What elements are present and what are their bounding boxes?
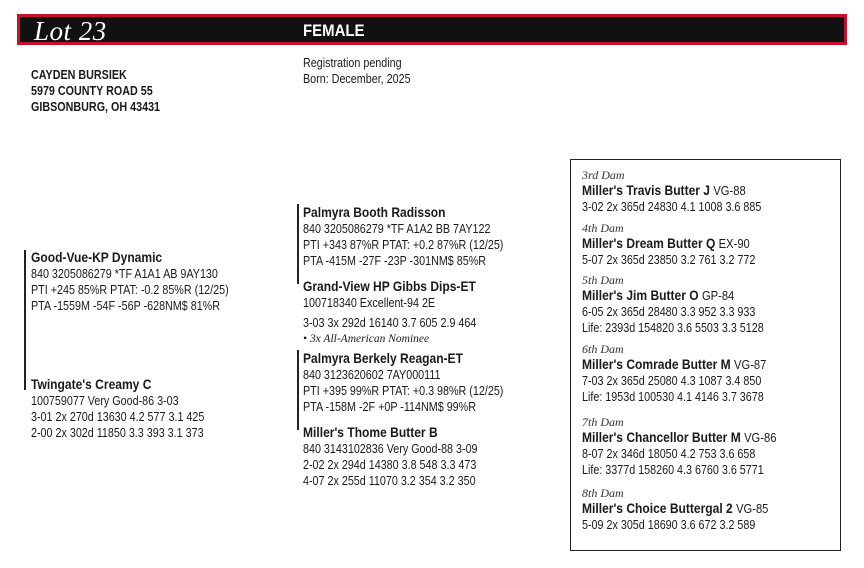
dam-id-line: 100759077 Very Good-86 3-03 [31,394,179,408]
dam-5th-record-1: 6-05 2x 365d 28480 3.3 952 3.3 933 [582,305,756,319]
dam-sire-pti-line: PTI +395 99%R PTAT: +0.3 98%R (12/25) [303,384,504,398]
dam-dam-id-line: 840 3143102836 Very Good-88 3-09 [303,442,478,456]
registration-block [303,55,428,87]
dam-record-2: 2-00 2x 302d 11850 3.3 393 3.1 373 [31,426,204,440]
sire-pti-line: PTI +245 85%R PTAT: -0.2 85%R (12/25) [31,283,229,297]
dam-dam-block [303,424,506,489]
dam-name: Twingate's Creamy C [31,376,152,392]
dam-sire-block [303,350,536,415]
dam-8th-block [582,486,799,533]
pedigree-bracket-sire-side [297,204,299,284]
registration-status: Registration pending [303,56,402,70]
dam-7th-block [582,415,808,478]
sire-name: Good-Vue-KP Dynamic [31,249,163,265]
dam-dam-record-2: 4-07 2x 255d 11070 3.2 354 3.2 350 [303,474,476,488]
sire-sire-id-line: 840 3205086279 *TF A1A2 BB 7AY122 [303,222,491,236]
dam-4th-record-1: 5-07 2x 365d 23850 3.2 761 3.2 772 [582,253,756,267]
dam-3rd-record-1: 3-02 2x 365d 24830 4.1 1008 3.6 885 [582,200,762,214]
birth-date: Born: December, 2025 [303,72,411,86]
sire-dam-id-line: 100718340 Excellent-94 2E [303,296,436,310]
sire-pta-line: PTA -1559M -54F -56P -628NM$ 81%R [31,299,221,313]
dam-sire-name: Palmyra Berkely Reagan-ET [303,350,463,366]
dam-sire-id-line: 840 3123620602 7AY000111 [303,368,441,382]
dam-6th-record-1: 7-03 2x 365d 25080 4.3 1087 3.4 850 [582,374,762,388]
dam-6th-record-life: Life: 1953d 100530 4.1 4146 3.7 3678 [582,390,764,404]
sire-dam-record: 3-03 3x 292d 16140 3.7 605 2.9 464 [303,316,477,330]
dam-5th-grade: GP-84 [701,288,735,303]
dam-3rd-block [582,168,791,215]
dam-5th-block [582,273,793,336]
pedigree-bracket-dam-side [297,350,299,430]
sire-dam-name: Grand-View HP Gibbs Dips-ET [303,278,476,294]
dam-dam-record-1: 2-02 2x 294d 14380 3.8 548 3.3 473 [303,458,477,472]
dam-7th-grade: VG-86 [744,430,777,445]
sire-id-line: 840 3205086279 *TF A1A1 AB 9AY130 [31,267,218,281]
pedigree-bracket-left [24,250,26,390]
dam-6th-name: Miller's Comrade Butter M [582,356,731,372]
dam-7th-name: Miller's Chancellor Butter M [582,429,741,445]
dam-record-1: 3-01 2x 270d 13630 4.2 577 3.1 425 [31,410,205,424]
dam-dam-name: Miller's Thome Butter B [303,424,438,440]
dam-8th-grade: VG-85 [736,501,769,516]
dam-7th-label: 7th Dam [582,415,624,429]
owner-address-1: 5979 COUNTY ROAD 55 [31,84,153,98]
dam-5th-name: Miller's Jim Butter O [582,287,699,303]
dam-7th-record-life: Life: 3377d 158260 4.3 6760 3.6 5771 [582,463,764,477]
dam-4th-grade: EX-90 [718,236,750,251]
header-bar [17,14,847,45]
sex-label: FEMALE [303,21,365,40]
dam-8th-name: Miller's Choice Buttergal 2 [582,500,733,516]
sire-block [31,249,261,314]
dam-4th-block [582,221,784,268]
dam-3rd-name: Miller's Travis Butter J [582,182,711,198]
dam-6th-block [582,342,796,405]
dam-8th-label: 8th Dam [582,486,624,500]
owner-block [31,67,181,115]
sire-dam-block [303,278,505,347]
owner-address-2: GIBSONBURG, OH 43431 [31,100,161,114]
dam-block [31,376,233,441]
sire-sire-pta-line: PTA -415M -27F -23P -301NM$ 85%R [303,254,487,268]
sire-sire-pti-line: PTI +343 87%R PTAT: +0.2 87%R (12/25) [303,238,504,252]
dam-5th-record-life: Life: 2393d 154820 3.6 5503 3.3 5128 [582,321,764,335]
owner-name: CAYDEN BURSIEK [31,68,127,82]
dam-6th-grade: VG-87 [734,357,767,372]
dam-5th-label: 5th Dam [582,273,624,287]
sire-sire-name: Palmyra Booth Radisson [303,204,446,220]
dam-6th-label: 6th Dam [582,342,624,356]
sire-dam-note: • 3x All-American Nominee [303,333,430,345]
sire-sire-block [303,204,536,269]
dam-4th-name: Miller's Dream Butter Q [582,235,716,251]
lot-title: Lot 23 [34,16,107,46]
dam-4th-label: 4th Dam [582,221,624,235]
dam-3rd-grade: VG-88 [713,183,746,198]
dam-3rd-label: 3rd Dam [582,168,625,182]
dam-7th-record-1: 8-07 2x 346d 18050 4.2 753 3.6 658 [582,447,756,461]
dam-8th-record-1: 5-09 2x 305d 18690 3.6 672 3.2 589 [582,518,756,532]
dam-sire-pta-line: PTA -158M -2F +0P -114NM$ 99%R [303,400,476,414]
